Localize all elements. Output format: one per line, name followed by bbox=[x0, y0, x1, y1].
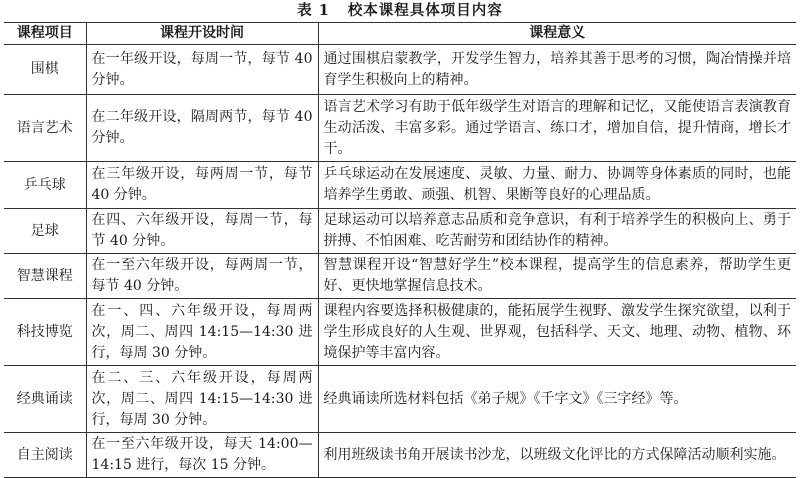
table-row bbox=[4, 209, 796, 254]
course-name: 经典诵读 bbox=[4, 366, 86, 433]
course-name: 乒乓球 bbox=[4, 162, 86, 209]
table-row bbox=[4, 433, 796, 478]
column-header-time: 课程开设时间 bbox=[86, 23, 318, 45]
course-significance: 足球运动可以培养意志品质和竞争意识，有利于培养学生的积极向上、勇于拼搏、不怕困难、吃苦耐劳和团结协作的精神。 bbox=[318, 209, 796, 254]
course-significance: 智慧课程开设“智慧好学生”校本课程，提高学生的信息素养，帮助学生更好、更快地掌握信息技术。 bbox=[318, 254, 796, 299]
table-row bbox=[4, 299, 796, 366]
course-significance: 语言艺术学习有助于低年级学生对语言的理解和记忆，又能使语言表演教育生动活泼、丰富多彩。通过学语言、练口才，增加自信，提升情商，增长才干。 bbox=[318, 95, 796, 162]
course-time: 在一至六年级开设，每天 14:00—14:15 进行，每次 15 分钟。 bbox=[86, 433, 318, 478]
course-time: 在一年级开设，每周一节，每节 40 分钟。 bbox=[86, 45, 318, 95]
table-row bbox=[4, 162, 796, 209]
course-time: 在一至六年级开设，每两周一节，每节 40 分钟。 bbox=[86, 254, 318, 299]
column-header-course: 课程项目 bbox=[4, 23, 86, 45]
table-caption bbox=[0, 0, 800, 22]
course-time: 在一、四、六年级开设，每周两次，周二、周四 14:15—14:30 进行，每周 30 分钟。 bbox=[86, 299, 318, 366]
course-time: 在二、三、六年级开设，每周两次，周二、周四 14:15—14:30 进行，每周 30 分钟。 bbox=[86, 366, 318, 433]
course-significance: 乒乓球运动在发展速度、灵敏、力量、耐力、协调等身体素质的同时，也能培养学生勇敢、顽强、机智、果断等良好的心理品质。 bbox=[318, 162, 796, 209]
course-name: 语言艺术 bbox=[4, 95, 86, 162]
course-table bbox=[4, 22, 796, 478]
course-significance: 课程内容要选择积极健康的，能拓展学生视野、激发学生探究欲望，以利于学生形成良好的人生观、世界观，包括科学、天文、地理、动物、植物、环境保护等丰富内容。 bbox=[318, 299, 796, 366]
course-name: 自主阅读 bbox=[4, 433, 86, 478]
course-significance: 利用班级读书角开展读书沙龙，以班级文化评比的方式保障活动顺利实施。 bbox=[318, 433, 796, 478]
table-number: 表 1 bbox=[297, 2, 330, 19]
table-row bbox=[4, 95, 796, 162]
course-significance: 经典诵读所选材料包括《弟子规》《千字文》《三字经》等。 bbox=[318, 366, 796, 433]
table-row bbox=[4, 45, 796, 95]
course-significance: 通过围棋启蒙教学，开发学生智力，培养其善于思考的习惯，陶冶情操并培育学生积极向上的精神。 bbox=[318, 45, 796, 95]
course-name: 科技博览 bbox=[4, 299, 86, 366]
table-row bbox=[4, 366, 796, 433]
table-row bbox=[4, 254, 796, 299]
course-time: 在三年级开设，每两周一节，每节 40 分钟。 bbox=[86, 162, 318, 209]
course-name: 围棋 bbox=[4, 45, 86, 95]
course-name: 足球 bbox=[4, 209, 86, 254]
header-row bbox=[4, 23, 796, 45]
course-time: 在四、六年级开设，每周一节，每节 40 分钟。 bbox=[86, 209, 318, 254]
table-title: 校本课程具体项目内容 bbox=[347, 2, 503, 19]
column-header-significance: 课程意义 bbox=[318, 23, 796, 45]
course-time: 在二年级开设，隔周两节，每节 40 分钟。 bbox=[86, 95, 318, 162]
course-name: 智慧课程 bbox=[4, 254, 86, 299]
